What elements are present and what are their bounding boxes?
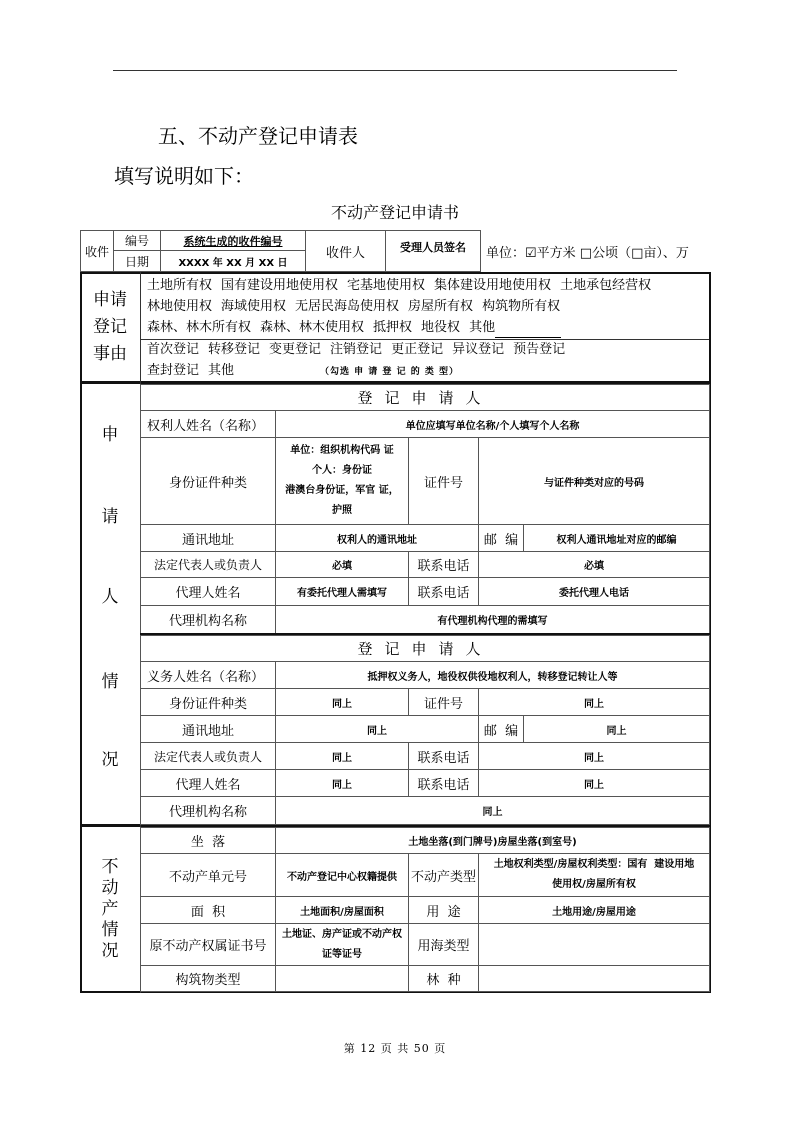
rights-options [141, 274, 709, 340]
obligor-phone-label: 联系电话 [408, 742, 479, 770]
rights-holder-agent-phone-field[interactable]: 委托代理人电话 [478, 577, 710, 606]
obligor-id-type-field[interactable]: 同上 [275, 688, 409, 716]
obligor-name-field[interactable]: 抵押权义务人，地役权供役地权利人，转移登记转让人等 [275, 661, 710, 689]
header-rule [113, 70, 677, 71]
orig-cert-line: 土地证、房产证或不动产权 [282, 928, 402, 940]
side-char: 申 [101, 425, 119, 445]
id-type-line: 个人：身份证 [312, 465, 372, 476]
obligor-agent-phone-label: 联系电话 [408, 769, 479, 797]
fill-instructions: 填写说明如下： [114, 164, 254, 188]
side-char: 请 [101, 507, 119, 527]
rights-holder-id-type-field[interactable] [275, 437, 409, 525]
obligor-legal-rep-label: 法定代表人或负责人 [140, 742, 276, 770]
date-value[interactable]: XXXX 年 XX 月 XX 日 [160, 250, 306, 272]
orig-cert-label: 原不动产权属证书号 [140, 923, 276, 966]
option-advance-registration[interactable]: 预告登记 [513, 342, 566, 357]
option-sea-area[interactable]: 海域使用权 [221, 299, 287, 314]
rights-row [147, 317, 561, 338]
type-hint: （勾选 申 请 登 记 的 类 型） [320, 367, 459, 377]
area-label: 面 积 [140, 896, 276, 924]
rights-holder-agent-field[interactable]: 有委托代理人需填写 [275, 577, 409, 606]
rights-holder-agency-label: 代理机构名称 [140, 605, 276, 634]
side-char: 况 [101, 940, 119, 961]
reason-label-line: 登记 [93, 317, 127, 337]
option-correction-registration[interactable]: 更正登记 [391, 342, 444, 357]
applicant-side-label [80, 382, 141, 826]
property-type-line: 使用权/房屋所有权 [552, 879, 636, 890]
rights-holder-id-no-field[interactable]: 与证件种类对应的号码 [478, 437, 710, 525]
rights-holder-id-no-label: 证件号 [408, 437, 479, 525]
option-other[interactable]: 其他 [469, 320, 496, 335]
rights-holder-agent-label: 代理人姓名 [140, 577, 276, 606]
id-type-line: 护照 [332, 505, 352, 516]
rights-row [147, 275, 651, 296]
obligor-agent-field[interactable]: 同上 [275, 769, 409, 797]
side-char: 人 [101, 587, 119, 607]
option-homestead[interactable]: 宅基地使用权 [347, 278, 426, 293]
orig-cert-field[interactable] [275, 923, 409, 966]
receiver-value[interactable]: 受理人员签名 [385, 230, 481, 272]
option-easement[interactable]: 地役权 [421, 320, 461, 335]
receiver-label: 收件人 [305, 230, 386, 272]
property-type-field[interactable] [478, 853, 710, 897]
rights-holder-id-type-label: 身份证件种类 [140, 437, 276, 525]
type-row [147, 360, 459, 383]
side-char: 况 [101, 750, 119, 770]
option-state-construction-land[interactable]: 国有建设用地使用权 [221, 278, 339, 293]
rights-row [147, 296, 569, 317]
side-char: 不 [101, 856, 119, 877]
side-char: 产 [101, 898, 119, 919]
obligor-agency-field[interactable]: 同上 [275, 796, 710, 825]
obligor-id-no-field[interactable]: 同上 [478, 688, 710, 716]
page-footer: 第 12 页 共 50 页 [343, 1042, 447, 1055]
option-house-ownership[interactable]: 房屋所有权 [408, 299, 474, 314]
obligor-postcode-label: 邮 编 [478, 715, 524, 743]
orig-cert-line: 证等证号 [322, 948, 362, 960]
rights-holder-agent-phone-label: 联系电话 [408, 577, 479, 606]
option-cancel-registration[interactable]: 注销登记 [330, 342, 383, 357]
obligor-agency-label: 代理机构名称 [140, 796, 276, 825]
id-type-line: 单位：组织机构代码 证 [290, 445, 394, 456]
option-first-registration[interactable]: 首次登记 [147, 342, 200, 357]
rights-holder-name-label: 权利人姓名（名称） [140, 410, 276, 438]
rights-holder-legal-rep-field[interactable]: 必填 [275, 551, 409, 578]
reason-label-line: 事由 [93, 344, 127, 364]
rights-holder-phone-label: 联系电话 [408, 551, 479, 578]
obligor-id-no-label: 证件号 [408, 688, 479, 716]
number-label: 编号 [113, 230, 161, 251]
option-mortgage[interactable]: 抵押权 [373, 320, 413, 335]
option-objection-registration[interactable]: 异议登记 [452, 342, 505, 357]
obligor-address-label: 通讯地址 [140, 715, 276, 743]
option-forest-use[interactable]: 森林、林木使用权 [260, 320, 365, 335]
reason-label-line: 申请 [93, 290, 127, 310]
rights-holder-agency-field[interactable]: 有代理机构代理的需填写 [275, 605, 710, 634]
rights-holder-address-label: 通讯地址 [140, 524, 276, 552]
obligor-phone-field[interactable]: 同上 [478, 742, 710, 770]
option-type-other[interactable]: 其他 [208, 363, 235, 378]
id-type-line: 港澳台身份证，军官 证， [285, 485, 399, 496]
other-blank[interactable] [495, 325, 561, 338]
rights-holder-postcode-label: 邮 编 [478, 524, 524, 552]
unit-no-field[interactable]: 不动产登记中心权籍提供 [275, 853, 409, 897]
forest-type-field[interactable] [478, 965, 710, 992]
obligor-agent-label: 代理人姓名 [140, 769, 276, 797]
number-value[interactable]: 系统生成的收件编号 [160, 230, 306, 251]
obligor-heading: 登记申请人 [140, 635, 710, 662]
side-char: 情 [101, 672, 119, 692]
option-land-ownership[interactable]: 土地所有权 [147, 278, 213, 293]
use-field[interactable]: 土地用途/房屋用途 [478, 896, 710, 924]
rights-holder-name-field[interactable]: 单位应填写单位名称/个人填写个人名称 [275, 410, 710, 438]
date-label: 日期 [113, 250, 161, 272]
side-char: 情 [101, 919, 119, 940]
option-change-registration[interactable]: 变更登记 [269, 342, 322, 357]
type-options [141, 340, 709, 382]
location-label: 坐 落 [140, 827, 276, 854]
reason-label [80, 272, 141, 383]
area-field[interactable]: 土地面积/房屋面积 [275, 896, 409, 924]
structure-type-field[interactable] [275, 965, 409, 992]
side-char: 动 [101, 877, 119, 898]
form-title: 不动产登记申请书 [330, 203, 459, 222]
rights-holder-postcode-field[interactable]: 权利人通讯地址对应的邮编 [523, 524, 710, 552]
receipt-label: 收件 [80, 230, 114, 272]
option-collective-construction-land[interactable]: 集体建设用地使用权 [434, 278, 552, 293]
location-field[interactable]: 土地坐落(到门牌号)房屋坐落(到室号) [275, 827, 710, 854]
rights-holder-heading: 登记申请人 [140, 384, 710, 411]
section-title: 五、不动产登记申请表 [158, 124, 358, 148]
obligor-address-field[interactable]: 同上 [275, 715, 479, 743]
rights-holder-legal-rep-label: 法定代表人或负责人 [140, 551, 276, 578]
use-label: 用 途 [408, 896, 479, 924]
property-type-label: 不动产类型 [408, 853, 479, 897]
option-uninhabited-island[interactable]: 无居民海岛使用权 [295, 299, 400, 314]
unit-selector[interactable]: 单位：☑平方米 □公顷（□亩）、万 [486, 245, 689, 261]
option-structure-ownership[interactable]: 构筑物所有权 [482, 299, 561, 314]
type-row [147, 339, 574, 360]
structure-type-label: 构筑物类型 [140, 965, 276, 992]
sea-use-field[interactable] [478, 923, 710, 966]
rights-holder-phone-field[interactable]: 必填 [478, 551, 710, 578]
obligor-agent-phone-field[interactable]: 同上 [478, 769, 710, 797]
unit-no-label: 不动产单元号 [140, 853, 276, 897]
rights-holder-address-field[interactable]: 权利人的通讯地址 [275, 524, 479, 552]
obligor-postcode-field[interactable]: 同上 [523, 715, 710, 743]
obligor-id-type-label: 身份证件种类 [140, 688, 276, 716]
forest-type-label: 林 种 [408, 965, 479, 992]
option-seizure-registration[interactable]: 查封登记 [147, 363, 200, 378]
property-side-label [80, 825, 141, 993]
obligor-name-label: 义务人姓名（名称） [140, 661, 276, 689]
option-transfer-registration[interactable]: 转移登记 [208, 342, 261, 357]
obligor-legal-rep-field[interactable]: 同上 [275, 742, 409, 770]
option-forest-land[interactable]: 林地使用权 [147, 299, 213, 314]
property-type-line: 土地权利类型/房屋权利类型：国有 建设用地 [493, 859, 695, 870]
sea-use-label: 用海类型 [408, 923, 479, 966]
option-forest-ownership[interactable]: 森林、林木所有权 [147, 320, 252, 335]
option-land-contract[interactable]: 土地承包经营权 [560, 278, 652, 293]
